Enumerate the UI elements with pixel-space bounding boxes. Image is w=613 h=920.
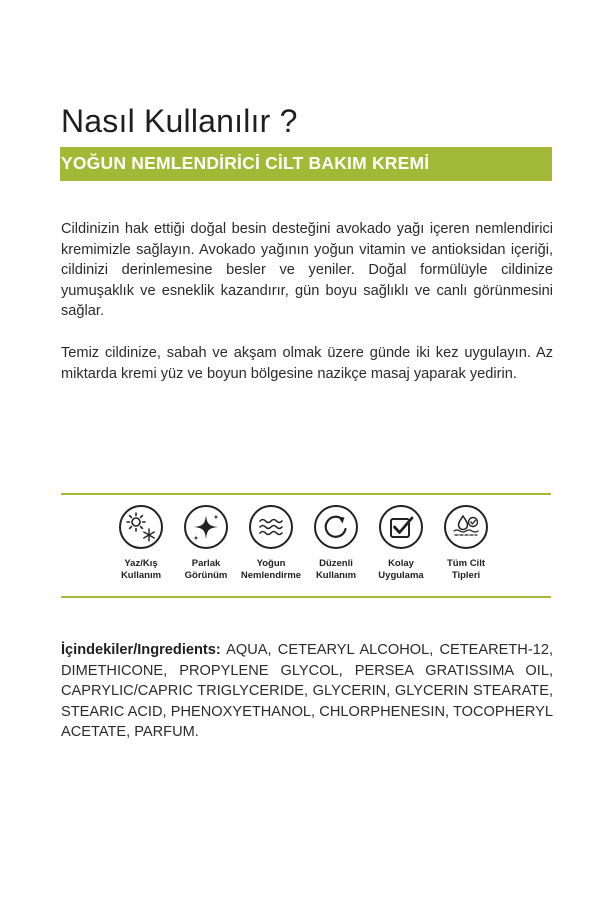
page-title: Nasıl Kullanılır ? (61, 103, 298, 139)
feature-label-line1: Yaz/Kış (124, 558, 158, 569)
feature-label-line1: Tüm Cilt (447, 558, 485, 569)
feature-icons (109, 505, 509, 591)
ingredients-text: AQUA, CETEARYL ALCOHOL, CETEARETH-12, DIMETHICONE, PROPYLENE GLYCOL, PERSEA GRATISSIMA OIL, CAPRYLIC/CAPRIC TRIGLYCERIDE, GLYCERIN, GLYCERIN STEARATE, STEARIC ACID, PHENOXYETHANOL, CHLORPHENESIN, TOCOPHERYL ACETATE, PARFUM. (61, 642, 553, 741)
feature-label-line2: Tipleri (451, 570, 481, 581)
divider-top (61, 493, 551, 495)
feature-label-line2: Görünüm (184, 570, 228, 581)
feature-label-line1: Kolay (388, 558, 414, 569)
feature-label-line1: Düzenli (319, 558, 353, 569)
feature-label-line2: Nemlendirme (240, 570, 302, 581)
ingredients-label: İçindekiler/Ingredients: (61, 642, 221, 658)
checkbox-icon (381, 507, 421, 547)
feature-summer-winter (109, 505, 173, 582)
drop-skin-icon (446, 507, 486, 547)
sun-snowflake-icon (121, 507, 161, 547)
cycle-arrow-icon (316, 507, 356, 547)
feature-label-line1: Yoğun (256, 558, 286, 569)
product-name: YOĞUN NEMLENDİRİCİ CİLT BAKIM KREMİ (61, 153, 430, 173)
feature-label-line2: Kullanım (315, 570, 357, 581)
feature-label-line1: Parlak (191, 558, 221, 569)
ingredients-list (61, 640, 553, 743)
divider-bottom (61, 596, 551, 598)
sparkle-icon (186, 507, 226, 547)
feature-radiance (174, 505, 238, 582)
feature-regular-use (304, 505, 368, 582)
feature-all-skin-types (434, 505, 498, 582)
feature-label-line2: Uygulama (378, 570, 424, 581)
feature-easy-application (369, 505, 433, 582)
usage-paragraph: Temiz cildinize, sabah ve akşam olmak üzere günde iki kez uygulayın. Az miktarda kremi yüz ve boyun bölgesine nazikçe masaj yaparak yedirin. (61, 345, 553, 382)
feature-moisturizing (239, 505, 303, 582)
description-paragraph: Cildinizin hak ettiği doğal besin desteğini avokado yağı içeren nemlendirici kremimizle sağlayın. Avokado yağının yoğun vitamin ve antioksidan içeriği, cildinizi derinlemesine besler ve yeniler. Doğal formülüyle cildinize yumuşaklık ve esneklik kazandırır, gün boyu sağlıklı ve canlı görünmesini sağlar. (61, 221, 553, 320)
waves-icon (251, 507, 291, 547)
feature-label-line2: Kullanım (120, 570, 162, 581)
product-banner (60, 147, 552, 181)
